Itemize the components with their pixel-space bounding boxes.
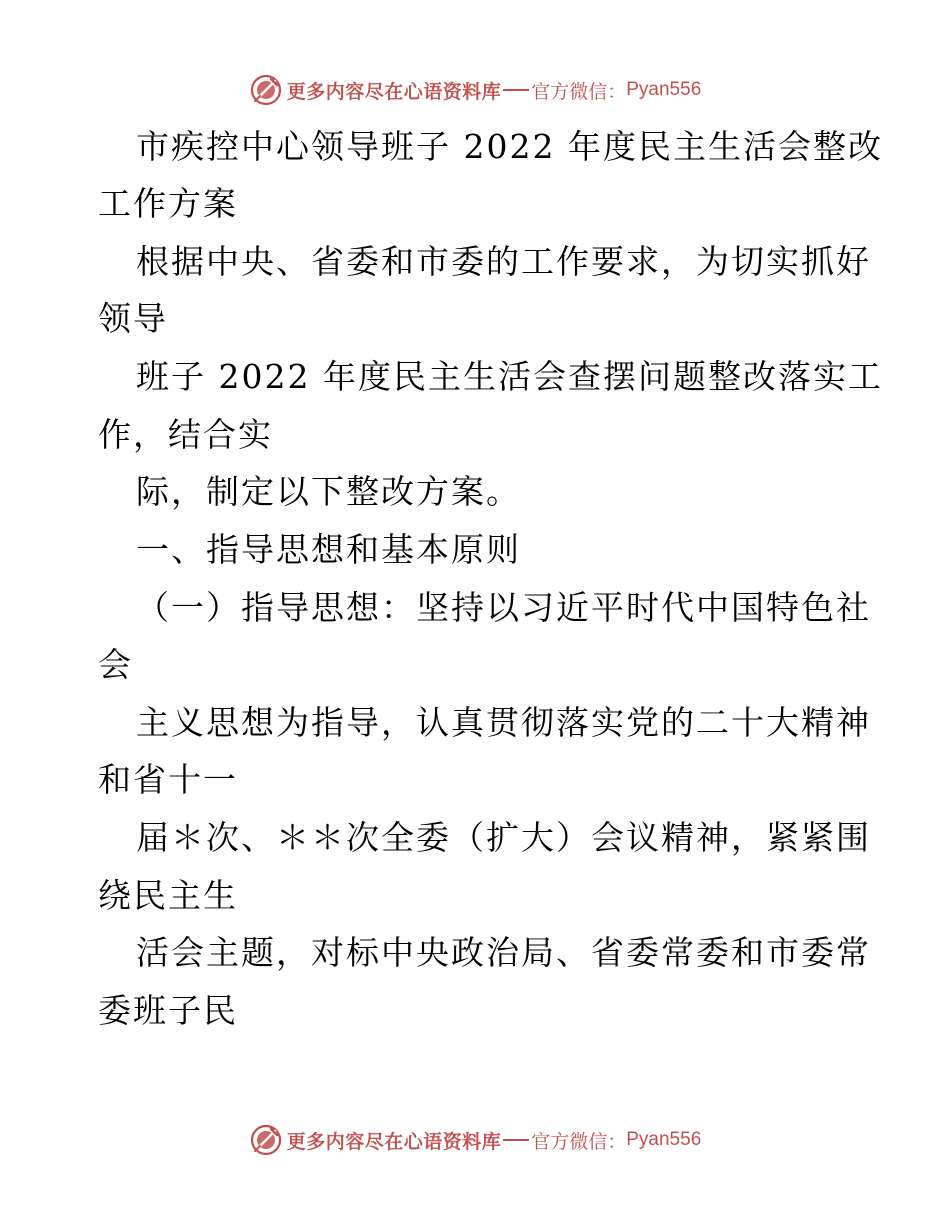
banner-wechat-id: Pyan556: [626, 1129, 702, 1150]
paragraph-line: 绕民主生: [98, 876, 238, 915]
paragraph-line: 委班子民: [98, 991, 238, 1030]
paragraph-line: 领导: [98, 299, 168, 338]
paragraph-line: 主义思想为指导，认真贯彻落实党的二十大精神: [136, 703, 871, 742]
footer-watermark: [0, 1120, 950, 1160]
subsection-heading-line: （一）指导思想：坚持以习近平时代中国特色社: [136, 588, 871, 627]
paragraph-line: 和省十一: [98, 760, 238, 799]
banner-official-label: 官方微信：: [531, 80, 627, 103]
logo-seal-icon: [249, 1123, 283, 1157]
doc-title-line-1: 市疾控中心领导班子 2022 年度民主生活会整改: [136, 127, 883, 166]
banner-official-label: 官方微信：: [531, 1130, 627, 1153]
banner-site-name: 更多内容尽在心语资料库: [286, 80, 502, 103]
banner-dash: [503, 89, 529, 91]
banner-wechat-id: Pyan556: [626, 79, 702, 100]
paragraph-line: 根据中央、省委和市委的工作要求，为切实抓好: [136, 242, 871, 281]
banner-site-name: 更多内容尽在心语资料库: [286, 1130, 502, 1153]
paragraph-line: 会: [98, 645, 133, 684]
paragraph-line: 际，制定以下整改方案。: [136, 472, 521, 511]
doc-title-line-2: 工作方案: [98, 184, 238, 223]
banner-dash: [503, 1139, 529, 1141]
paragraph-line: 届＊次、＊＊次全委（扩大）会议精神，紧紧围: [136, 818, 871, 857]
paragraph-line: 班子 2022 年度民主生活会查摆问题整改落实工: [136, 357, 883, 396]
section-heading: 一、指导思想和基本原则: [136, 530, 521, 569]
logo-seal-icon: [249, 73, 283, 107]
paragraph-line: 作，结合实: [98, 415, 273, 454]
paragraph-line: 活会主题，对标中央政治局、省委常委和市委常: [136, 933, 871, 972]
header-watermark: [0, 70, 950, 110]
